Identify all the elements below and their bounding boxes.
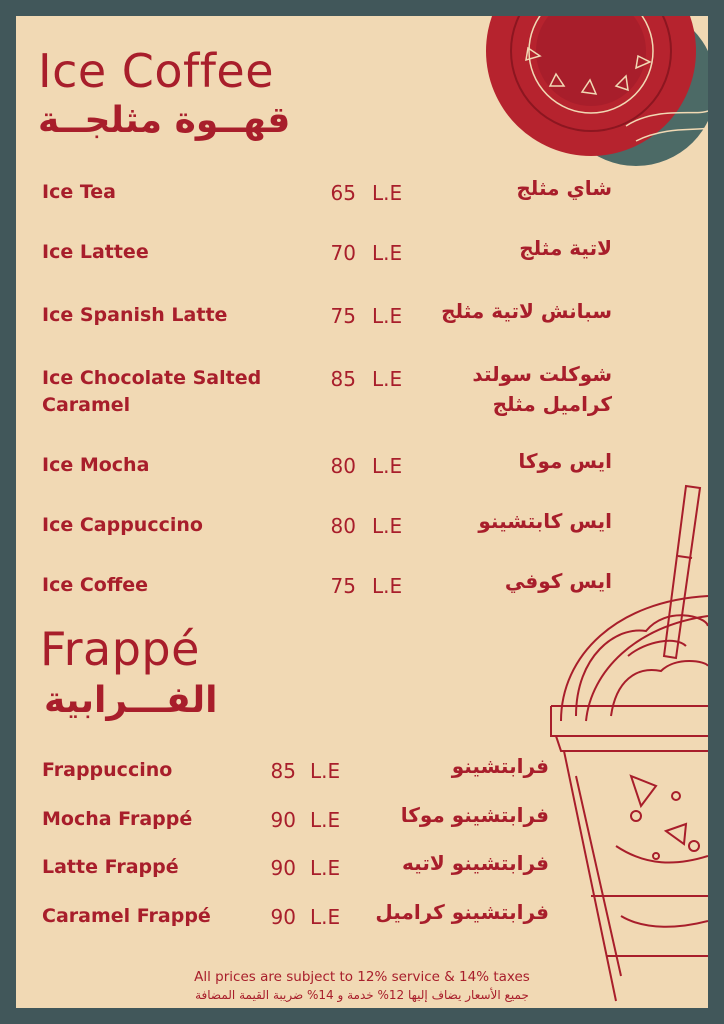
footer-note: All prices are subject to 12% service & 14% taxes (194, 969, 530, 985)
menu-item-name-arabic: شوكلت سولتد كراميل مثلج (472, 362, 612, 416)
menu-page (16, 16, 708, 1008)
menu-item-name: Frappuccino (42, 759, 173, 781)
menu-item-currency: L.E (372, 241, 403, 265)
menu-item-name-arabic: فرابتشينو موكا (400, 803, 549, 827)
menu-item-name: Ice Mocha (42, 454, 150, 476)
menu-item-price: 80 (330, 454, 356, 478)
menu-item-name: Ice Tea (42, 181, 116, 203)
menu-item-currency: L.E (372, 304, 403, 328)
menu-item-currency: L.E (372, 367, 403, 391)
menu-item-price: 75 (330, 304, 356, 328)
menu-item-name: Latte Frappé (42, 856, 179, 878)
section-title-frappe: Frappé (40, 622, 200, 676)
menu-item-price: 90 (270, 905, 296, 929)
iced-drink-illustration (551, 486, 708, 1001)
menu-item-name-arabic: ايس كابتشينو (478, 509, 612, 533)
cup-lid-illustration (486, 16, 708, 166)
menu-item-name: Ice Spanish Latte (42, 304, 228, 326)
menu-item-currency: L.E (372, 454, 403, 478)
menu-item-name-arabic: فرابتشينو كراميل (375, 900, 549, 924)
menu-item-name: Mocha Frappé (42, 808, 193, 830)
menu-item-price: 65 (330, 181, 356, 205)
menu-item-currency: L.E (310, 856, 341, 880)
menu-item-name: Ice Lattee (42, 241, 149, 263)
menu-item-name: Ice Chocolate Salted Caramel (42, 367, 262, 416)
menu-item-name-arabic: فرابتشينو (451, 754, 549, 778)
menu-item-currency: L.E (310, 905, 341, 929)
menu-item-currency: L.E (310, 759, 341, 783)
menu-item-price: 90 (270, 856, 296, 880)
menu-item-price: 85 (270, 759, 296, 783)
footer-note-arabic: جميع الأسعار يضاف إليها 12% خدمة و 14% ضريبة القيمة المضافة (195, 988, 529, 1002)
menu-item-name-arabic: شاي مثلج (516, 176, 612, 200)
section-title-ice-coffee: Ice Coffee (38, 44, 275, 98)
menu-item-name-arabic: ايس كوفي (504, 569, 612, 593)
menu-item-price: 90 (270, 808, 296, 832)
menu-item-name-arabic: ايس موكا (518, 449, 612, 473)
section-title-ice-coffee-arabic: قهــوة مثلجــة (38, 100, 291, 141)
menu-item-price: 85 (330, 367, 356, 391)
menu-item-name: Caramel Frappé (42, 905, 211, 927)
menu-item-name-arabic: فرابتشينو لاتيه (402, 851, 549, 875)
menu-item-currency: L.E (372, 574, 403, 598)
menu-item-name-arabic: سبانش لاتية مثلج (441, 299, 612, 323)
menu-item-currency: L.E (310, 808, 341, 832)
menu-item-price: 70 (330, 241, 356, 265)
menu-item-name: Ice Coffee (42, 574, 148, 596)
section-title-frappe-arabic: الفـــرابية (44, 680, 218, 721)
menu-item-currency: L.E (372, 514, 403, 538)
menu-item-price: 80 (330, 514, 356, 538)
menu-item-price: 75 (330, 574, 356, 598)
menu-item-name: Ice Cappuccino (42, 514, 203, 536)
menu-item-name-arabic: لاتية مثلج (519, 236, 612, 260)
menu-item-currency: L.E (372, 181, 403, 205)
